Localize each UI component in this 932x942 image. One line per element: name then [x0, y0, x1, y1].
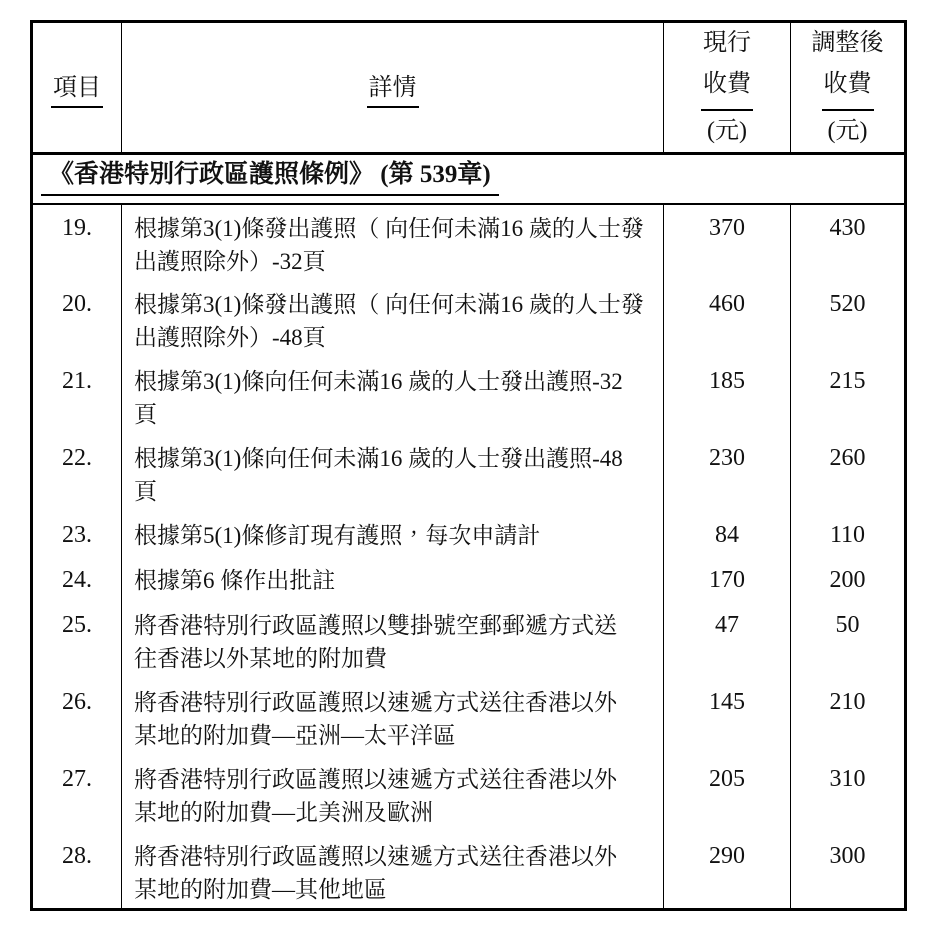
fee-row: [32, 679, 906, 756]
detail-text: [122, 204, 664, 281]
detail-line: 根據第3(1)條向任何未滿16 歲的人士發出護照-48: [134, 445, 623, 471]
adjusted-fee-value: 300: [791, 833, 906, 910]
detail-line: 根據第6 條作出批註: [134, 567, 336, 593]
detail-text: [122, 679, 664, 756]
detail-line: 某地的附加費—北美洲及歐洲: [134, 799, 433, 825]
section-title: 《香港特別行政區護照條例》 (第 539章): [41, 161, 499, 196]
fee-row: [32, 281, 906, 358]
adjusted-fee-value: 110: [791, 512, 906, 557]
header-current-fee-line1: 現行: [703, 30, 751, 56]
table-header-row: [32, 22, 906, 154]
detail-line: 將香港特別行政區護照以雙掛號空郵郵遞方式送: [134, 612, 617, 638]
header-adjusted-fee-line3: (元): [827, 118, 868, 144]
fee-row: [32, 602, 906, 679]
header-details-label: 詳情: [367, 67, 419, 108]
detail-line: 根據第3(1)條發出護照（ 向任何未滿16 歲的人士發: [134, 291, 644, 317]
item-number: 22.: [32, 435, 122, 512]
fee-row: [32, 204, 906, 281]
detail-line: 頁: [134, 401, 157, 427]
item-number: 19.: [32, 204, 122, 281]
item-number: 26.: [32, 679, 122, 756]
item-number: 24.: [32, 557, 122, 602]
current-fee-value: 290: [664, 833, 791, 910]
detail-text: [122, 512, 664, 557]
fee-row: [32, 756, 906, 833]
detail-text: [122, 602, 664, 679]
item-number: 25.: [32, 602, 122, 679]
adjusted-fee-value: 200: [791, 557, 906, 602]
adjusted-fee-value: 310: [791, 756, 906, 833]
header-current-fee-line3: (元): [707, 118, 747, 144]
current-fee-value: 205: [664, 756, 791, 833]
adjusted-fee-value: 50: [791, 602, 906, 679]
fee-table: [30, 20, 907, 911]
header-current-fee-line2: 收費: [701, 64, 753, 111]
detail-text: [122, 557, 664, 602]
detail-line: 將香港特別行政區護照以速遞方式送往香港以外: [134, 766, 617, 792]
detail-line: 出護照除外）-48頁: [134, 324, 326, 350]
detail-line: 某地的附加費—亞洲—太平洋區: [134, 722, 456, 748]
fee-row: [32, 557, 906, 602]
fee-row: [32, 833, 906, 910]
adjusted-fee-value: 215: [791, 358, 906, 435]
detail-line: 根據第3(1)條向任何未滿16 歲的人士發出護照-32: [134, 368, 623, 394]
current-fee-value: 47: [664, 602, 791, 679]
detail-line: 某地的附加費—其他地區: [134, 876, 387, 902]
detail-line: 根據第3(1)條發出護照（ 向任何未滿16 歲的人士發: [134, 215, 644, 241]
fee-row: [32, 435, 906, 512]
section-header-row: [32, 154, 906, 204]
adjusted-fee-value: 430: [791, 204, 906, 281]
header-item-label: 項目: [51, 67, 103, 108]
current-fee-value: 84: [664, 512, 791, 557]
current-fee-value: 370: [664, 204, 791, 281]
detail-line: 將香港特別行政區護照以速遞方式送往香港以外: [134, 843, 617, 869]
header-details: [122, 22, 664, 154]
item-number: 28.: [32, 833, 122, 910]
header-adjusted-fee-line2: 收費: [822, 64, 874, 111]
detail-line: 頁: [134, 478, 157, 504]
detail-line: 往香港以外某地的附加費: [134, 645, 387, 671]
detail-line: 根據第5(1)條修訂現有護照，每次申請計: [134, 522, 541, 548]
adjusted-fee-value: 210: [791, 679, 906, 756]
detail-text: [122, 756, 664, 833]
detail-line: 將香港特別行政區護照以速遞方式送往香港以外: [134, 689, 617, 715]
item-number: 27.: [32, 756, 122, 833]
header-adjusted-fee-line1: 調整後: [811, 30, 884, 56]
fee-row: [32, 512, 906, 557]
item-number: 23.: [32, 512, 122, 557]
current-fee-value: 230: [664, 435, 791, 512]
current-fee-value: 145: [664, 679, 791, 756]
detail-line: 出護照除外）-32頁: [134, 248, 326, 274]
adjusted-fee-value: 260: [791, 435, 906, 512]
section-header-cell: [32, 154, 906, 204]
detail-text: [122, 833, 664, 910]
detail-text: [122, 435, 664, 512]
current-fee-value: 185: [664, 358, 791, 435]
current-fee-value: 460: [664, 281, 791, 358]
detail-text: [122, 281, 664, 358]
item-number: 20.: [32, 281, 122, 358]
fee-row: [32, 358, 906, 435]
header-item: [32, 22, 122, 154]
header-current-fee: [664, 22, 791, 154]
current-fee-value: 170: [664, 557, 791, 602]
adjusted-fee-value: 520: [791, 281, 906, 358]
item-number: 21.: [32, 358, 122, 435]
header-adjusted-fee: [791, 22, 906, 154]
fee-table-body: [32, 204, 906, 910]
detail-text: [122, 358, 664, 435]
